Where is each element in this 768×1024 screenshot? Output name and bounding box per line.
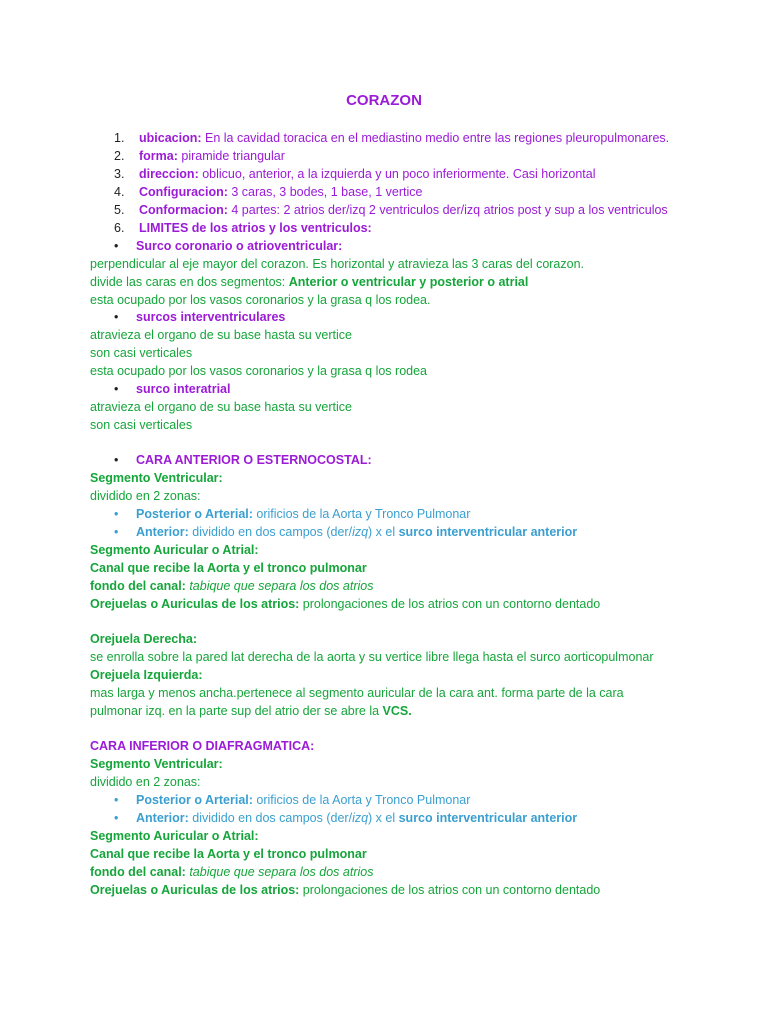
bullet-icon: • bbox=[114, 453, 119, 467]
bullet-icon: • bbox=[114, 239, 119, 253]
surco-coronario-body: perpendicular al eje mayor del corazon. Es horizontal y atravieza las 3 caras del corazon. divide las caras en dos segmentos: Anterior o ventricular y posterior o atrial esta ocupado por los vasos coronarios y la grasa q los rodea. bbox=[90, 257, 585, 307]
list-item: 1. ubicacion: En la cavidad toracica en el mediastino medio entre las regiones pleuropulmonares. bbox=[114, 131, 670, 145]
orejuelas-detail: Orejuela Derecha: se enrolla sobre la pared lat derecha de la aorta y su vertice libre llega hasta el surco aorticopulmonar Orejuela Izquierda: mas larga y menos ancha.pertenece al segmento auricular de la cara ant. forma parte de la cara pulmonar izq. en la parte sup del atrio der se abre la VCS. bbox=[90, 632, 654, 718]
bullet-icon: • bbox=[114, 310, 119, 324]
list-item: 2. forma: piramide triangular bbox=[114, 149, 285, 163]
section-heading: Surco coronario o atrioventricular: bbox=[136, 239, 343, 253]
cara-anterior-section: • CARA ANTERIOR O ESTERNOCOSTAL: Segmento Ventricular: dividido en 2 zonas: • Posterior o Arterial: orificios de la Aorta y Tronco Pulmonar • Anterior: dividido en dos campos (der/izq) x el surco interventricular anterior Segmento Auricular o Atrial: Canal que recibe la Aorta y el tronco pulmonar fondo del canal: tabique que separa los dos atrios Orejuelas o Auriculas de los atrios: prolongaciones de los atrios con un contorno dentado bbox=[90, 453, 601, 611]
page-title: CORAZON bbox=[346, 92, 422, 109]
section-heading: CARA ANTERIOR O ESTERNOCOSTAL: bbox=[136, 453, 372, 467]
list-item: 5. Conformacion: 4 partes: 2 atrios der/izq 2 ventriculos der/izq atrios post y sup a los ventriculos bbox=[114, 203, 668, 217]
bullet-icon: • bbox=[114, 507, 119, 521]
section-heading: surcos interventriculares bbox=[136, 310, 286, 324]
surcos-interventriculares-section: • surcos interventriculares atravieza el organo de su base hasta su vertice son casi verticales esta ocupado por los vasos coronarios y la grasa q los rodea bbox=[90, 310, 427, 378]
section-heading: surco interatrial bbox=[136, 382, 231, 396]
section-heading: CARA INFERIOR O DIAFRAGMATICA: bbox=[90, 739, 315, 753]
surco-coronario-section bbox=[90, 237, 750, 255]
bullet-icon: • bbox=[114, 793, 119, 807]
bullet-icon: • bbox=[114, 525, 119, 539]
list-item: 6. LIMITES de los atrios y los ventriculos: bbox=[114, 221, 372, 235]
surco-interatrial-section: • surco interatrial atravieza el organo de su base hasta su vertice son casi verticales bbox=[90, 382, 352, 432]
bullet-icon: • bbox=[114, 811, 119, 825]
cara-inferior-section: CARA INFERIOR O DIAFRAGMATICA: Segmento Ventricular: dividido en 2 zonas: • Posterior o Arterial: orificios de la Aorta y Tronco Pulmonar • Anterior: dividido en dos campos (der/izq) x el surco interventricular anterior Segmento Auricular o Atrial: Canal que recibe la Aorta y el tronco pulmonar fondo del canal: tabique que separa los dos atrios Orejuelas o Auriculas de los atrios: prolongaciones de los atrios con un contorno dentado bbox=[90, 737, 750, 899]
numbered-list bbox=[90, 129, 750, 237]
list-item: 4. Configuracion: 3 caras, 3 bodes, 1 base, 1 vertice bbox=[114, 185, 423, 199]
list-item: 3. direccion: oblicuo, anterior, a la izquierda y un poco inferiormente. Casi horizontal bbox=[114, 167, 596, 181]
bullet-icon: • bbox=[114, 382, 119, 396]
